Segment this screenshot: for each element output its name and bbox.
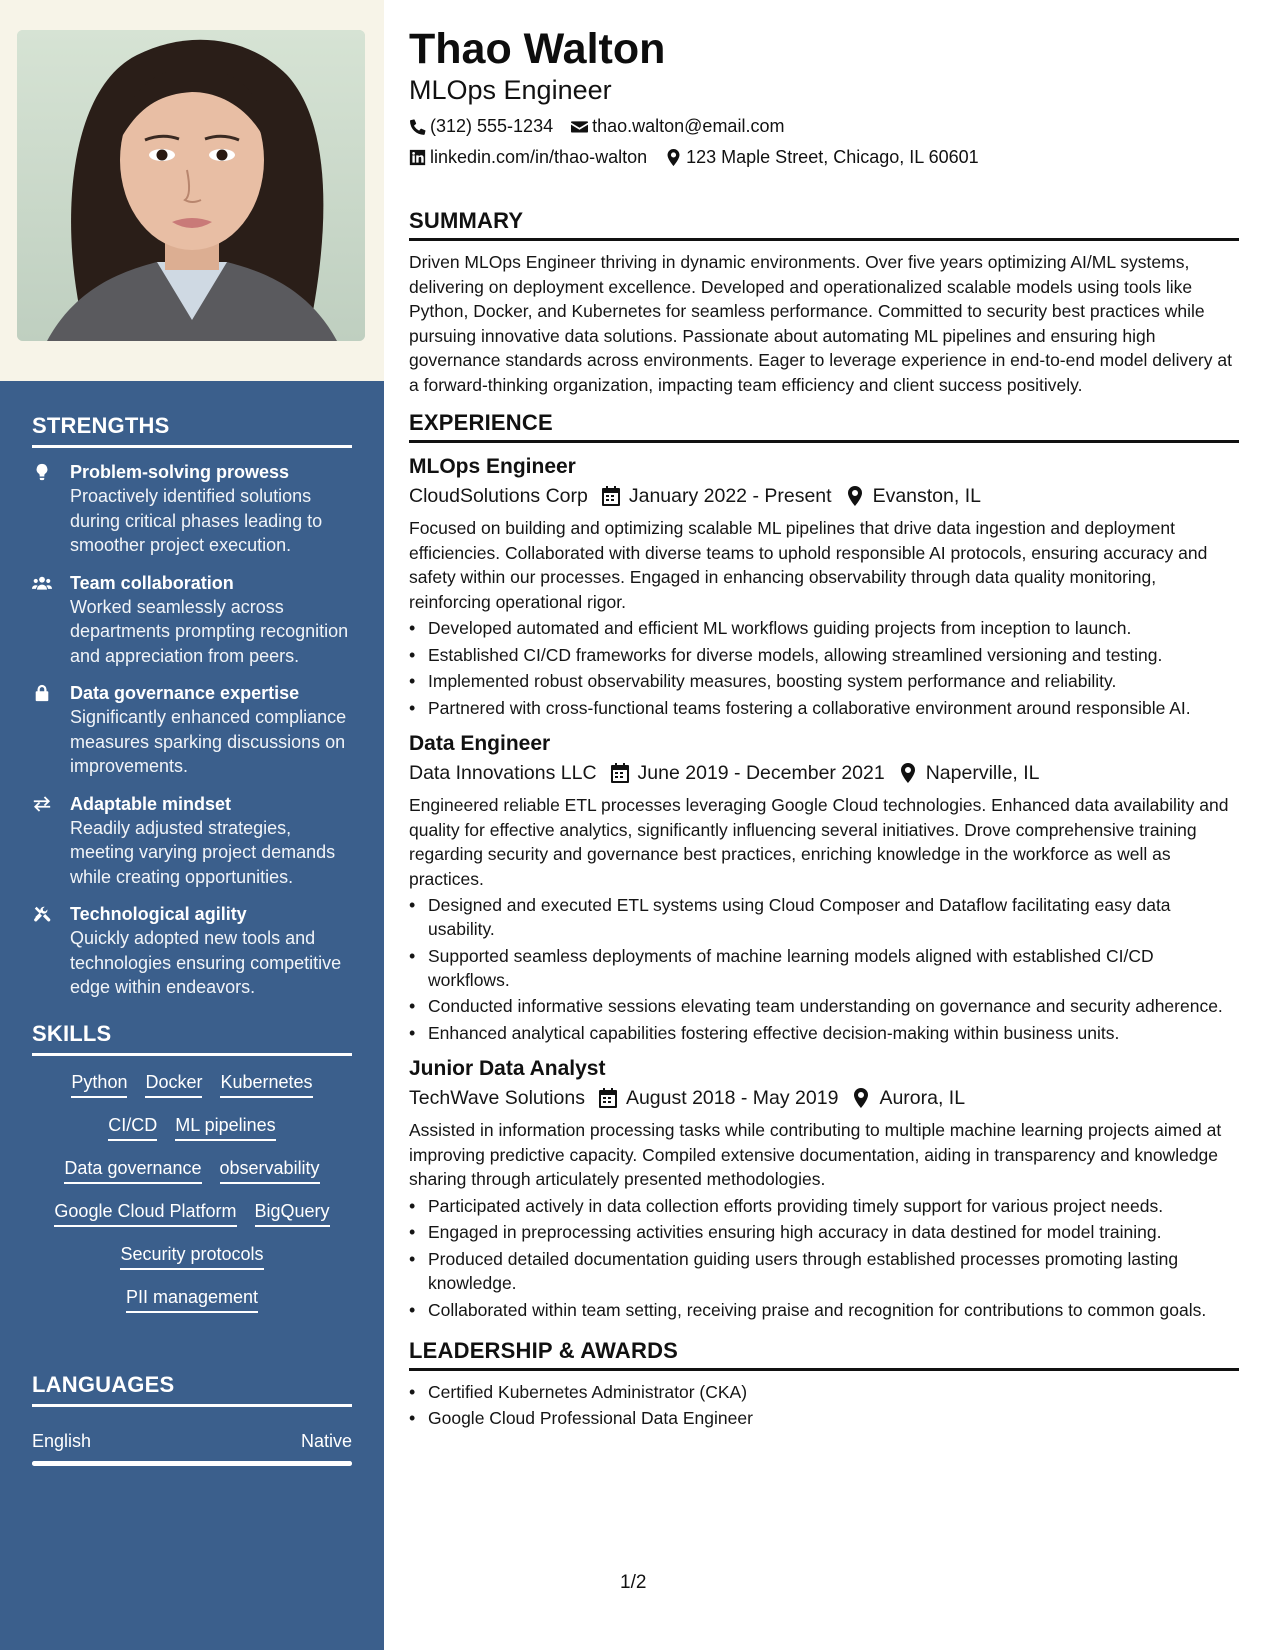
strength-item (32, 902, 352, 1000)
calendar-icon (599, 1088, 617, 1108)
company-text: CloudSolutions Corp (409, 485, 588, 507)
strength-item (32, 792, 352, 890)
job-description: Assisted in information processing tasks while contributing to multiple machine learning projects aimed at improving predictive capacity. Compiled extensive documentation, aiding in transparency and knowledge sharing through articulately presented methodologies. (409, 1120, 1222, 1190)
email-contact[interactable] (571, 115, 784, 137)
job-company (409, 1084, 585, 1112)
job-bullets (409, 616, 1239, 720)
linkedin-icon (409, 149, 426, 166)
map-pin-icon (846, 486, 864, 506)
location-text: Naperville, IL (925, 762, 1040, 785)
skill-row (64, 1156, 319, 1184)
dates-text: August 2018 - May 2019 (625, 1087, 839, 1110)
job-description: Focused on building and optimizing scalable ML pipelines that drive data ingestion and deployment efficiencies. Collaborated with diverse teams to uphold responsible AI protocols, ensuring accuracy and safety within our processes. Engaged in enhancing observability through data quality monitoring, reinforcing operational rigor. (409, 518, 1208, 612)
skill-tag: Security protocols (120, 1242, 263, 1270)
job-dates (599, 1084, 838, 1112)
strength-item (32, 460, 352, 558)
address-contact (665, 146, 979, 168)
candidate-name: Thao Walton (409, 25, 666, 73)
job-location (899, 759, 1040, 787)
job-bullet: • Designed and executed ETL systems using Cloud Composer and Dataflow facilitating easy data usability. (409, 893, 1239, 941)
strength-title: Team collaboration (70, 572, 234, 593)
job-bullet: • Implemented robust observability measures, boosting system performance and reliability. (409, 669, 1239, 693)
language-proficiency-bar (32, 1461, 352, 1466)
skill-tag: Docker (145, 1070, 202, 1098)
skill-tag: Python (71, 1070, 127, 1098)
job-bullet: • Partnered with cross-functional teams fostering a collaborative environment around responsible AI. (409, 696, 1239, 720)
skills-heading: SKILLS (32, 1021, 352, 1056)
job-meta (409, 482, 1239, 510)
contact-line (409, 115, 1239, 137)
strength-desc: Quickly adopted new tools and technologies ensuring competitive edge within endeavors. (70, 928, 342, 997)
skill-row (54, 1199, 329, 1227)
sidebar-panel (0, 381, 384, 1650)
skill-row (126, 1285, 258, 1313)
job-entry (409, 453, 1239, 720)
job-bullet: • Participated actively in data collection efforts providing timely support for various project needs. (409, 1194, 1239, 1218)
languages-heading: LANGUAGES (32, 1372, 352, 1407)
language-proficiency-fill (32, 1461, 352, 1466)
job-entry (409, 1055, 1239, 1322)
strength-title: Adaptable mindset (70, 793, 232, 814)
strength-desc: Readily adjusted strategies, meeting varying project demands while creating opportunities. (70, 817, 336, 887)
skills-list (32, 1070, 352, 1328)
lock-icon (32, 681, 70, 779)
address-text: 123 Maple Street, Chicago, IL 60601 (686, 147, 979, 167)
skill-row (108, 1113, 275, 1141)
skill-row (120, 1242, 263, 1270)
map-pin-icon (899, 763, 917, 783)
strength-title: Technological agility (70, 904, 247, 924)
skill-tag: observability (220, 1156, 320, 1184)
main-content (409, 24, 1239, 1433)
profile-photo (17, 30, 365, 341)
phone-text: (312) 555-1234 (430, 116, 554, 136)
job-company (409, 482, 588, 510)
skill-tag: CI/CD (108, 1113, 157, 1141)
job-entry (409, 730, 1239, 1045)
strength-desc: Significantly enhanced compliance measures sparking discussions on improvements. (70, 707, 347, 776)
users-icon (32, 571, 70, 669)
job-dates (602, 482, 832, 510)
job-bullet: • Established CI/CD frameworks for diverse models, allowing streamlined versioning and testing. (409, 643, 1239, 667)
dates-text: June 2019 - December 2021 (637, 762, 885, 785)
calendar-icon (611, 763, 629, 783)
job-title: Junior Data Analyst (409, 1057, 606, 1081)
strength-item (32, 571, 352, 669)
language-row (32, 1431, 352, 1452)
skill-tag: ML pipelines (175, 1113, 275, 1141)
job-title: Data Engineer (409, 732, 551, 756)
job-bullet: • Produced detailed documentation guiding users through established processes promoting lasting knowledge. (409, 1247, 1239, 1295)
awards-list (409, 1380, 1239, 1431)
job-bullet: • Developed automated and efficient ML workflows guiding projects from inception to launch. (409, 616, 1239, 640)
job-bullet: • Collaborated within team setting, receiving praise and recognition for contributions to common goals. (409, 1298, 1239, 1322)
job-meta (409, 759, 1239, 787)
calendar-icon (602, 486, 620, 506)
job-company (409, 759, 597, 787)
strength-desc: Worked seamlessly across departments prompting recognition and appreciation from peers. (70, 596, 349, 666)
strengths-list (32, 460, 352, 1000)
job-location (846, 482, 981, 510)
linkedin-contact[interactable] (409, 146, 647, 168)
skill-tag: Google Cloud Platform (54, 1199, 236, 1227)
linkedin-text: linkedin.com/in/thao-walton (430, 147, 648, 167)
strength-title: Data governance expertise (70, 683, 300, 703)
envelope-icon (571, 118, 588, 135)
award-item: • Google Cloud Professional Data Engineer (409, 1406, 1239, 1430)
skill-tag: PII management (126, 1285, 258, 1313)
map-pin-icon (852, 1088, 870, 1108)
map-pin-icon (665, 149, 682, 166)
lightbulb-icon (32, 460, 70, 558)
award-item: • Certified Kubernetes Administrator (CKA) (409, 1380, 1239, 1404)
candidate-role: MLOps Engineer (409, 75, 612, 105)
job-title: MLOps Engineer (409, 455, 576, 478)
dates-text: January 2022 - Present (628, 485, 832, 507)
job-bullet: • Conducted informative sessions elevating team understanding on governance and security adherence. (409, 994, 1239, 1018)
job-location (852, 1084, 965, 1112)
sidebar (0, 0, 384, 1650)
skill-row (71, 1070, 312, 1098)
email-text: thao.walton@email.com (592, 116, 785, 136)
leadership-heading: LEADERSHIP & AWARDS (409, 1338, 1239, 1371)
photo-area (0, 0, 384, 381)
summary-text: Driven MLOps Engineer thriving in dynamic environments. Over five years optimizing AI/ML systems, delivering on deployment excellence. Developed and operationalized scalable models using tools like Python, Docker, and Kubernetes for seamless performance. Committed to security best practices while pursuing innovative data solutions. Passionate about automating ML pipelines and ensuring high governance standards across environments. Eager to leverage experience in end-to-end model delivery at a forward-thinking organization, impacting team efficiency and client success positively. (409, 252, 1232, 395)
company-text: TechWave Solutions (409, 1087, 585, 1110)
experience-heading: EXPERIENCE (409, 410, 1239, 443)
strength-title: Problem-solving prowess (70, 462, 290, 482)
skill-tag: Kubernetes (220, 1070, 312, 1098)
job-bullet: • Supported seamless deployments of machine learning models aligned with established CI/CD workflows. (409, 944, 1239, 992)
job-meta (409, 1084, 1239, 1112)
location-text: Aurora, IL (879, 1087, 966, 1110)
strengths-heading: STRENGTHS (32, 413, 352, 448)
job-bullets (409, 893, 1239, 1045)
contact-line (409, 146, 1239, 168)
tools-icon (32, 902, 70, 1000)
skill-tag: BigQuery (255, 1199, 330, 1227)
job-dates (611, 759, 885, 787)
exchange-arrows-icon (32, 792, 70, 890)
summary-heading: SUMMARY (409, 208, 1239, 241)
job-description: Engineered reliable ETL processes leveraging Google Cloud technologies. Enhanced data availability and quality for effective analytics, significantly influencing several initiatives. Drove comprehensive training regarding security and governance best practices, enriching knowledge in the workforce as well as practices. (409, 795, 1229, 889)
job-bullets (409, 1194, 1239, 1322)
strength-desc: Proactively identified solutions during critical phases leading to smoother project execution. (70, 486, 323, 555)
page-number: 1/2 (620, 1572, 647, 1593)
job-bullet: • Engaged in preprocessing activities ensuring high accuracy in data destined for model training. (409, 1220, 1239, 1244)
strength-item (32, 681, 352, 779)
language-level: Native (300, 1430, 352, 1451)
company-text: Data Innovations LLC (409, 762, 597, 785)
job-bullet: • Enhanced analytical capabilities fostering effective decision-making within business units. (409, 1021, 1239, 1045)
skill-tag: Data governance (64, 1156, 201, 1184)
location-text: Evanston, IL (872, 485, 981, 507)
phone-icon (409, 118, 426, 135)
phone-contact[interactable] (409, 115, 553, 137)
language-name: English (32, 1430, 92, 1451)
